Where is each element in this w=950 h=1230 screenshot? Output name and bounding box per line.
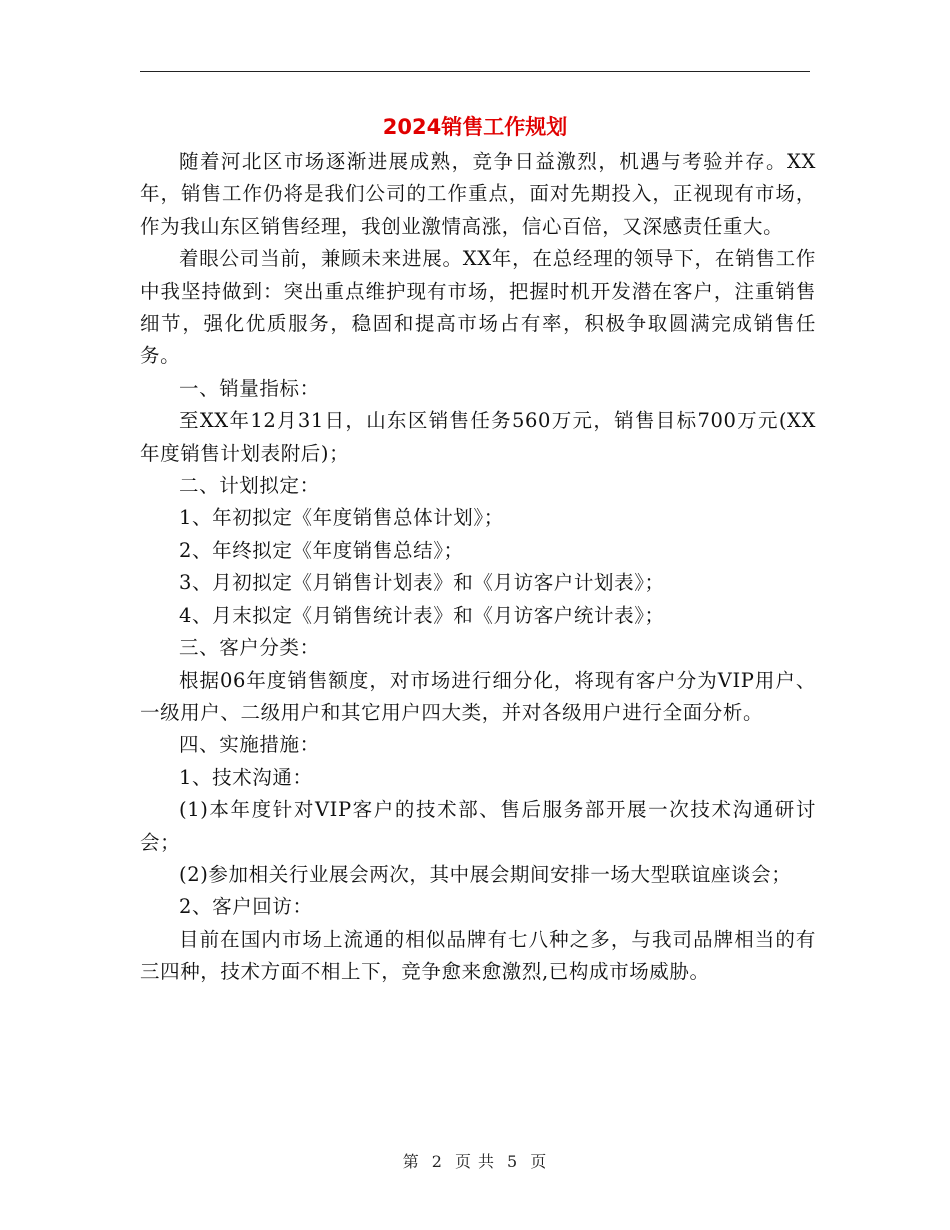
heading-measures: 四、实施措施： — [179, 733, 320, 757]
paragraph-customer-classification: 根据06年度销售额度，对市场进行细分化，将现有客户分为VIP用户、一级用户、二级用户和其它用户四大类，并对各级用户进行全面分析。 — [140, 668, 816, 724]
list-item: (1)本年度针对VIP客户的技术部、售后服务部开展一次技术沟通研讨会； — [140, 798, 816, 854]
list-item: 1、年初拟定《年度销售总体计划》； — [179, 506, 504, 530]
paragraph-focus: 着眼公司当前，兼顾未来进展。XX年，在总经理的领导下，在销售工作中我坚持做到：突出重点维护现有市场，把握时机开发潜在客户，注重销售细节，强化优质服务，稳固和提高市场占有率，积极争取圆满完成销售任务。 — [140, 247, 816, 368]
list-item: 4、月末拟定《月销售统计表》和《月访客户统计表》； — [179, 603, 665, 627]
footer-total-pages: 5 — [507, 1152, 519, 1171]
list-item: 2、年终拟定《年度销售总结》； — [179, 538, 464, 562]
footer-page-number: 2 — [431, 1152, 443, 1171]
paragraph-competition: 目前在国内市场上流通的相似品牌有七八种之多，与我司品牌相当的有三四种，技术方面不相上下，竞争愈来愈激烈,已构成市场威胁。 — [140, 927, 816, 984]
heading-customer-classification: 三、客户分类： — [179, 636, 320, 660]
document-body — [140, 146, 816, 989]
header-rule — [140, 71, 810, 72]
list-item: (2)参加相关行业展会两次，其中展会期间安排一场大型联谊座谈会； — [179, 862, 792, 886]
list-item: 3、月初拟定《月销售计划表》和《月访客户计划表》； — [179, 571, 665, 595]
footer-prefix: 第 — [402, 1152, 420, 1171]
footer-middle: 页 共 — [454, 1152, 496, 1171]
heading-plan: 二、计划拟定： — [179, 474, 320, 498]
heading-sales-target: 一、销量指标： — [179, 376, 320, 400]
page-footer — [0, 1150, 950, 1174]
document-title: 2024销售工作规划 — [382, 115, 568, 139]
footer-suffix: 页 — [530, 1152, 548, 1171]
subheading-customer-visit: 2、客户回访： — [179, 895, 313, 919]
subheading-tech-communication: 1、技术沟通： — [179, 765, 313, 789]
paragraph-intro: 随着河北区市场逐渐进展成熟，竞争日益激烈，机遇与考验并存。XX年，销售工作仍将是我们公司的工作重点，面对先期投入，正视现有市场，作为我山东区销售经理，我创业激情高涨，信心百倍，又深感责任重大。 — [140, 150, 816, 238]
paragraph-sales-target: 至XX年12月31日，山东区销售任务560万元，销售目标700万元(XX年度销售计划表附后)； — [140, 409, 816, 465]
